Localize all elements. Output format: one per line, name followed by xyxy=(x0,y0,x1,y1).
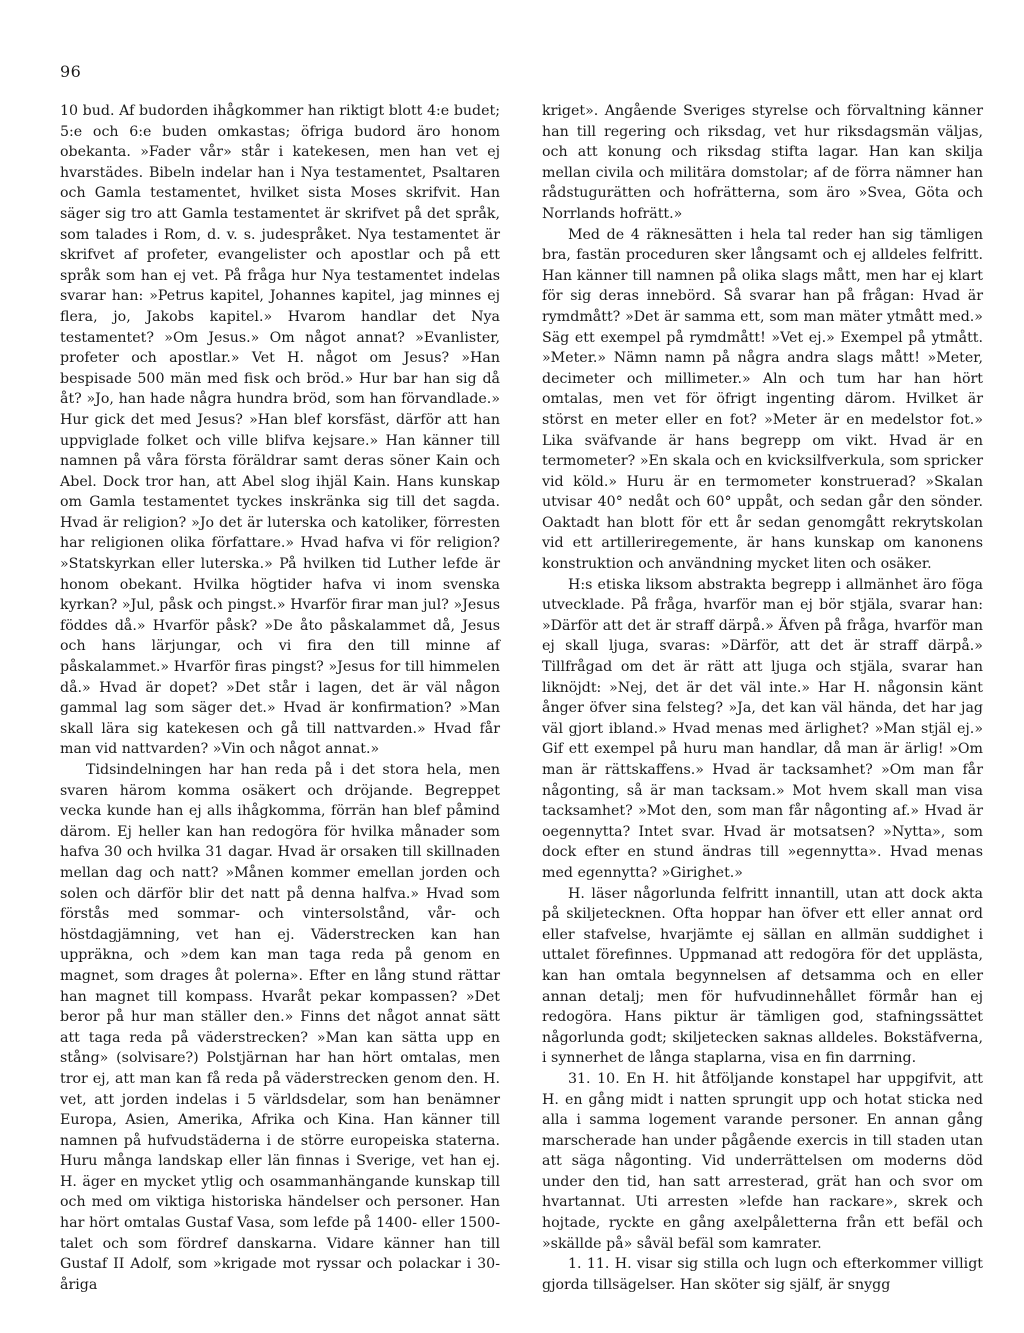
paragraph: kriget». Angående Sveriges styrelse och förvaltning känner han till regering och riksdag, vet hur riksdagsmän väljas, och att konung och riksdag stifta lagar. Han kan skilja mellan civila och militära domstolar; af de förra nämner han rådstugurätten och hofrätterna, som äro »Svea, Göta och Norrlands hofrätt.» xyxy=(542,103,983,222)
paragraph: 31. 10. En H. hit åtföljande konstapel har uppgifvit, att H. en gång midt i natten sprungit upp och hotat sticka ned alla i samma logement varande personer. En annan gång marscherade han under pågående exercis in till staden utan att säga någonting. Vid underrättelsen om moderns död under den tid, han satt arresterad, grät han och svor om hvartannat. Uti arresten »lefde han rackare», skrek och hojtade, ryckte en gång axelpåletterna från ett befäl och »skällde på» såväl befäl som kamrater. xyxy=(542,1070,983,1252)
paragraph: 1. 11. H. visar sig stilla och lugn och efterkommer villigt gjorda tillsägelser. Han sköter sig själf, är snygg xyxy=(542,1256,983,1293)
paragraph: H. läser någorlunda felfritt innantill, utan att dock akta på skiljetecknen. Ofta hoppar han öfver ett eller annat ord eller stafvelse, hvarjämte ej sällan en allmän suddighet i uttalet förefinnes. Uppmanad att redogöra för det upplästa, kan han omtala begynnelsen af detsamma och en eller annan detalj; men för hufvudinnehållet förmår han ej redogöra. Hans piktur är tämligen god, stafningssättet någorlunda godt; skiljetecken saknas alldeles. Bokstäfverna, i synnerhet de långa staplarna, visa en fin darrning. xyxy=(542,885,983,1067)
paragraph: H:s etiska liksom abstrakta begrepp i allmänhet äro föga utvecklade. På fråga, hvarför man ej bör stjäla, svarar han: »Därför att det är straff därpå.» Äfven på fråga, hvarför man ej skall ljuga, svaras: »Därför, att det är straff därpå.» Tillfrågad om det är rätt att ljuga och stjäla, svarar han liknöjdt: »Nej, det är det väl inte.» Har H. någonsin känt ånger öfver sina felsteg? »Ja, det kan väl hända, det har jag väl gjort ibland.» Hvad menas med ärlighet? »Man stjäl ej.» Gif ett exempel på huru man handlar, då man är ärlig! »Om man är rättskaffens.» Hvad är tacksamhet? »Om man får någonting, så är man tacksam.» Mot hvem skall man visa tacksamhet? »Mot den, som man får någonting af.» Hvad är oegennytta? Intet svar. Hvad är motsatsen? »Nytta», som dock efter en stund ändras till »egennytta». Hvad menas med egennytta? »Girighet.» xyxy=(542,576,983,881)
paragraph: 10 bud. Af budorden ihågkommer han riktigt blott 4:e budet; 5:e och 6:e buden omkastas; öfriga budord äro honom obekanta. »Fader vår» står i katekesen, men han vet ej hvarstädes. Bibeln indelar han i Nya testamentet, Psaltaren och Gamla testamentet, hvilket sista Moses skrifvit. Han säger sig tro att Gamla testamentet är skrifvet på det språk, som talades i Rom, d. v. s. judespråket. Nya testamentet är skrifvet af profeter, evangelister och apostlar och på ett språk som han ej vet. På fråga hur Nya testamentet indelas svarar han: »Petrus kapitel, Johannes kapitel, jag minnes ej flera, jo, Jakobs kapitel.» Hvarom handlar det Nya testamentet? »Om Jesus.» Om något annat? »Evanlister, profeter och apostlar.» Vet H. något om Jesus? »Han bespisade 500 män med fisk och bröd.» Hur bar han sig då åt? »Jo, han hade några hundra bröd, som han förvandlade.» Hur gick det med Jesus? »Han blef korsfäst, därför att han uppviglade folket och ville blifva kejsare.» Han känner till namnen på våra första föräldrar samt deras söner Kain och Abel. Dock tror han, att Abel slog ihjäl Kain. Hans kunskap om Gamla testamentet tyckes inskränka sig till det sagda. Hvad är religion? »Jo det är luterska och katoliker, förresten har religionen olika författare.» Hvad hafva vi för religion? »Statskyrkan eller luterska.» På hvilken tid Luther lefde är honom obekant. Hvilka högtider hafva vi inom svenska kyrkan? »Jul, påsk och pingst.» Hvarför firar man jul? »Jesus föddes då.» Hvarför påsk? »De åto påskalammet då, Jesus och hans lärjungar, och vi fira den till minne af påskalammet.» Hvarför firas pingst? »Jesus for till himmelen då.» Hvad är dopet? »Det står i lagen, det är väl någon gammal lag som säger det.» Hvad är konfirmation? »Man skall lära sig katekesen och gå till nattvarden.» Hvad får man vid nattvarden? »Vin och något annat.» xyxy=(60,103,500,758)
page-number: 96 xyxy=(60,62,82,81)
left-column xyxy=(60,101,500,1295)
right-column xyxy=(542,101,983,1295)
paragraph: Med de 4 räknesätten i hela tal reder han sig tämligen bra, fastän proceduren sker långsamt och ej alldeles felfritt. Han känner till namnen på olika slags mått, men har ej klart för sig deras innebörd. Så svarar han på frågan: Hvad är rymdmått? »Det är samma ett, som man mäter ytmått med.» Säg ett exempel på rymdmått! »Vet ej.» Exempel på ytmått. »Meter.» Nämn namn på några andra slags mått! »Meter, decimeter och millimeter.» Aln och tum har han hört omtalas, men vet för öfrigt ingenting därom. Hvilket är störst en meter eller en fot? »Meter är en medelstor fot.» Lika sväfvande är hans begrepp om vikt. Hvad är en termometer? »En skala och en kvicksilfverkula, som spricker vid köld.» Huru är en termometer konstruerad? »Skalan utvisar 40° nedåt och 60° uppåt, och sedan går den sönder. Oaktadt han blott för ett år sedan genomgått rekrytskolan vid ett artilleriregemente, är hans kunskap om kanonens konstruktion och användning mycket liten och osäker. xyxy=(542,226,983,573)
paragraph: Tidsindelningen har han reda på i det stora hela, men svaren härom komma osäkert och dröjande. Begreppet vecka kunde han ej alls ihågkomma, förrän han blef påmind därom. Ej heller kan han redogöra för hvilka månader som hafva 30 och hvilka 31 dagar. Hvad är orsaken till skillnaden mellan dag och natt? »Månen kommer emellan jorden och solen och därför blir det natt på denna halfva.» Hvad som förstås med sommar- och vintersolstånd, vår- och höstdagjämning, vet han ej. Väderstrecken kan han uppräkna, och »dem kan man taga reda på genom en magnet, som drages åt polerna». Efter en lång stund rättar han magnet till kompass. Hvaråt pekar kompassen? »Det beror på hur man ställer den.» Finns det något annat sätt att taga reda på väderstrecken? »Man kan sätta upp en stång» (solvisare?) Polstjärnan har han hört omtalas, men tror ej, att man kan få reda på väderstrecken genom den. H. vet, att jorden indelas i 5 världsdelar, som han benämner Europa, Asien, Amerika, Afrika och Kina. Han känner till namnen på hufvudstäderna i de större europeiska staterna. Huru många landskap eller län finnas i Sverige, vet han ej. H. äger en mycket ytlig och osammanhängande kunskap till och med om viktiga historiska händelser och personer. Han har hört omtalas Gustaf Vasa, som lefde på 1400- eller 1500-talet och som fördref danskarna. Vidare känner han till Gustaf II Adolf, som »krigade mot ryssar och polackar i 30-åriga xyxy=(60,762,500,1293)
